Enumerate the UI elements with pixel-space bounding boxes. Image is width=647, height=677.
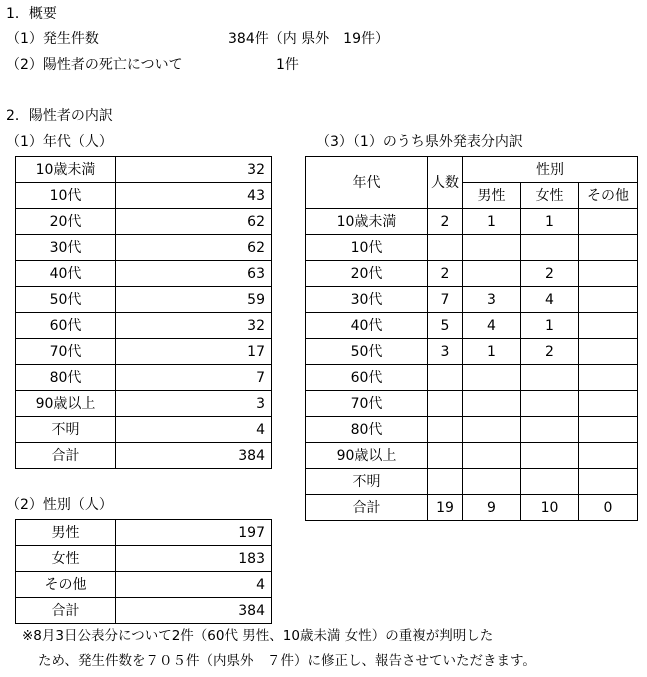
age-label: 合計 xyxy=(16,443,116,469)
age-label: 10代 xyxy=(16,183,116,209)
age-label: 70代 xyxy=(16,339,116,365)
gender-value: 183 xyxy=(116,546,272,572)
age-label: 10歳未満 xyxy=(16,157,116,183)
occurrence-value: 384件（内 県外 19件） xyxy=(228,31,389,47)
row-male: 4 xyxy=(463,313,521,339)
table-row xyxy=(16,391,272,417)
row-count: 19 xyxy=(428,495,463,521)
row-female: 1 xyxy=(521,209,579,235)
age-label: 20代 xyxy=(16,209,116,235)
table-row xyxy=(16,209,272,235)
gender-value: 4 xyxy=(116,572,272,598)
row-count xyxy=(428,365,463,391)
section1-heading: 1．概要 xyxy=(6,6,57,22)
table-row xyxy=(16,365,272,391)
row-count: 7 xyxy=(428,287,463,313)
row-other xyxy=(579,469,638,495)
table-row xyxy=(16,313,272,339)
row-count: 2 xyxy=(428,209,463,235)
row-count: 3 xyxy=(428,339,463,365)
row-male: 1 xyxy=(463,339,521,365)
table-row xyxy=(16,287,272,313)
age-value: 4 xyxy=(116,417,272,443)
note-line-1: ※8月3日公表分について2件（60代 男性、10歳未満 女性）の重複が判明した xyxy=(22,628,494,644)
table-row xyxy=(16,183,272,209)
table-row-total xyxy=(16,443,272,469)
row-other xyxy=(579,287,638,313)
row-male: 3 xyxy=(463,287,521,313)
table-row xyxy=(306,287,638,313)
table-row xyxy=(306,339,638,365)
row-male xyxy=(463,261,521,287)
table-row xyxy=(16,261,272,287)
table-row-total xyxy=(306,495,638,521)
row-female xyxy=(521,391,579,417)
row-count xyxy=(428,235,463,261)
row-male xyxy=(463,365,521,391)
table-row xyxy=(16,235,272,261)
death-value: 1件 xyxy=(276,57,299,73)
row-other xyxy=(579,261,638,287)
row-count xyxy=(428,469,463,495)
row-other xyxy=(579,313,638,339)
row-age: 60代 xyxy=(306,365,428,391)
header-row xyxy=(306,157,638,183)
header-other: その他 xyxy=(579,183,638,209)
age-label: 60代 xyxy=(16,313,116,339)
gender-label: 男性 xyxy=(16,520,116,546)
row-count xyxy=(428,391,463,417)
gender-value: 384 xyxy=(116,598,272,624)
gender-label: 合計 xyxy=(16,598,116,624)
table-row xyxy=(16,157,272,183)
row-other xyxy=(579,391,638,417)
row-count: 5 xyxy=(428,313,463,339)
table-row xyxy=(16,520,272,546)
table-row xyxy=(16,417,272,443)
row-age: 50代 xyxy=(306,339,428,365)
table-row xyxy=(16,339,272,365)
row-other xyxy=(579,365,638,391)
row-other xyxy=(579,339,638,365)
age-label: 30代 xyxy=(16,235,116,261)
row-other xyxy=(579,209,638,235)
row-female xyxy=(521,469,579,495)
table-row xyxy=(306,469,638,495)
row-female: 4 xyxy=(521,287,579,313)
age-value: 32 xyxy=(116,313,272,339)
row-age: 10代 xyxy=(306,235,428,261)
header-gender: 性別 xyxy=(463,157,638,183)
table-row-total xyxy=(16,598,272,624)
gender-value: 197 xyxy=(116,520,272,546)
age-label: 40代 xyxy=(16,261,116,287)
occurrence-label: （1）発生件数 xyxy=(6,31,99,47)
note-line-2: ため、発生件数を７０５件（内県外 ７件）に修正し、報告させていただきます。 xyxy=(38,653,536,669)
row-male xyxy=(463,391,521,417)
age-value: 3 xyxy=(116,391,272,417)
row-female xyxy=(521,443,579,469)
age-value: 32 xyxy=(116,157,272,183)
age-label: 不明 xyxy=(16,417,116,443)
row-other xyxy=(579,235,638,261)
header-female: 女性 xyxy=(521,183,579,209)
row-age: 10歳未満 xyxy=(306,209,428,235)
gender-label: その他 xyxy=(16,572,116,598)
table-row xyxy=(306,261,638,287)
age-table xyxy=(15,156,272,469)
table-row xyxy=(16,546,272,572)
row-male xyxy=(463,417,521,443)
header-male: 男性 xyxy=(463,183,521,209)
row-age: 不明 xyxy=(306,469,428,495)
table-row xyxy=(306,209,638,235)
row-count: 2 xyxy=(428,261,463,287)
row-count xyxy=(428,443,463,469)
age-value: 59 xyxy=(116,287,272,313)
row-other xyxy=(579,417,638,443)
row-female xyxy=(521,235,579,261)
row-female: 1 xyxy=(521,313,579,339)
age-table-caption: （1）年代（人） xyxy=(6,134,113,150)
row-age: 80代 xyxy=(306,417,428,443)
row-age: 70代 xyxy=(306,391,428,417)
row-age: 30代 xyxy=(306,287,428,313)
row-female: 10 xyxy=(521,495,579,521)
row-age: 40代 xyxy=(306,313,428,339)
row-count xyxy=(428,417,463,443)
row-male xyxy=(463,443,521,469)
row-age: 90歳以上 xyxy=(306,443,428,469)
row-male: 1 xyxy=(463,209,521,235)
age-value: 384 xyxy=(116,443,272,469)
table-row xyxy=(16,572,272,598)
row-male: 9 xyxy=(463,495,521,521)
section2-heading: 2．陽性者の内訳 xyxy=(6,108,113,124)
gender-label: 女性 xyxy=(16,546,116,572)
row-age: 20代 xyxy=(306,261,428,287)
age-value: 62 xyxy=(116,209,272,235)
outside-table-caption: （3）（1）のうち県外発表分内訳 xyxy=(316,134,523,150)
age-value: 43 xyxy=(116,183,272,209)
age-value: 62 xyxy=(116,235,272,261)
row-age: 合計 xyxy=(306,495,428,521)
death-label: （2）陽性者の死亡について xyxy=(6,57,183,73)
outside-table xyxy=(305,156,638,521)
age-value: 7 xyxy=(116,365,272,391)
header-age: 年代 xyxy=(306,157,428,209)
row-female xyxy=(521,417,579,443)
row-other xyxy=(579,443,638,469)
table-row xyxy=(306,313,638,339)
age-label: 50代 xyxy=(16,287,116,313)
gender-table-caption: （2）性別（人） xyxy=(6,497,113,513)
table-row xyxy=(306,417,638,443)
header-count: 人数 xyxy=(428,157,463,209)
age-label: 80代 xyxy=(16,365,116,391)
row-female: 2 xyxy=(521,339,579,365)
age-value: 63 xyxy=(116,261,272,287)
table-row xyxy=(306,235,638,261)
age-label: 90歳以上 xyxy=(16,391,116,417)
row-female xyxy=(521,365,579,391)
row-male xyxy=(463,469,521,495)
table-row xyxy=(306,365,638,391)
gender-table xyxy=(15,519,272,624)
table-row xyxy=(306,443,638,469)
row-other: 0 xyxy=(579,495,638,521)
table-row xyxy=(306,391,638,417)
age-value: 17 xyxy=(116,339,272,365)
row-male xyxy=(463,235,521,261)
row-female: 2 xyxy=(521,261,579,287)
